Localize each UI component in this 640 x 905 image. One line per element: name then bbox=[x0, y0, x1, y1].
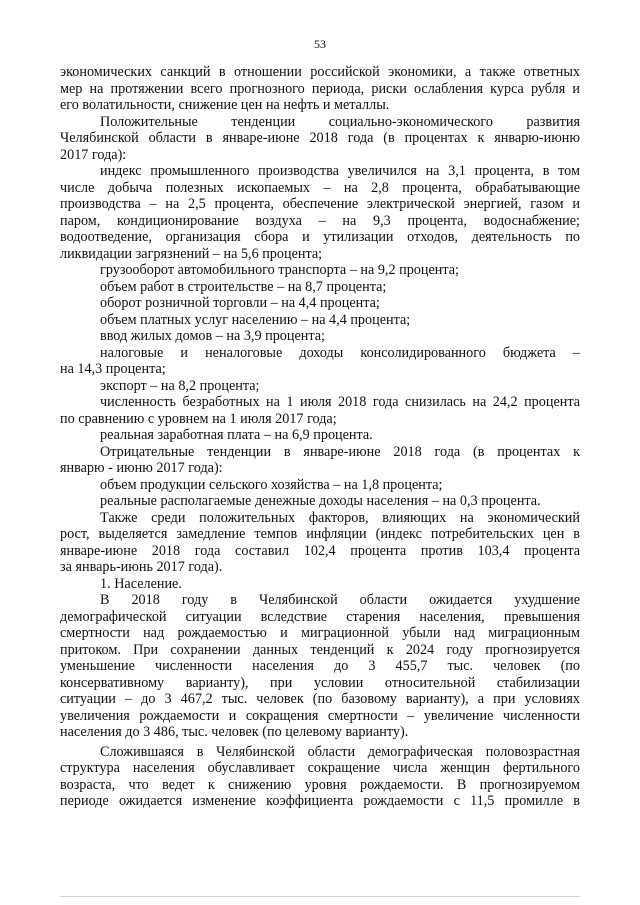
text-line: возраста, что ведет к снижению уровня рождаемости. В прогнозируемом bbox=[60, 776, 580, 793]
text-line: ликвидации загрязнений – на 5,6 процента; bbox=[60, 245, 323, 262]
page-number: 53 bbox=[314, 37, 326, 51]
text-line: реальная заработная плата – на 6,9 процента. bbox=[100, 427, 373, 443]
scan-edge-line bbox=[60, 896, 580, 897]
text-line: увеличения рождаемости и сокращения смертности – увеличение численности bbox=[60, 707, 580, 724]
text-line: уменьшение численности населения до 3 455,7 тыс. человек (по bbox=[60, 658, 580, 674]
text-line: рост, выделяется замедление темпов инфляции (индекс потребительских цен в bbox=[60, 526, 580, 542]
text-line: числе добыча полезных ископаемых – на 2,8 процента, обрабатывающие bbox=[60, 179, 580, 196]
text-line: В 2018 году в Челябинской области ожидается ухудшение bbox=[100, 592, 580, 608]
text-line: структура населения обуславливает сокращение числа женщин фертильного bbox=[60, 760, 580, 776]
text-line: Сложившаяся в Челябинской области демографическая половозрастная bbox=[100, 743, 580, 760]
text-line: налоговые и неналоговые доходы консолидированного бюджета – bbox=[100, 344, 580, 361]
text-line: реальные располагаемые денежные доходы населения – на 0,3 процента. bbox=[100, 493, 541, 509]
text-line: его волатильности, снижение цен на нефть и металлы. bbox=[60, 97, 390, 113]
text-line: паром, кондиционирование воздуха – на 9,3 процента, водоснабжение; bbox=[60, 212, 580, 229]
text-line: экономических санкций в отношении российской экономики, а также ответных bbox=[60, 64, 580, 80]
text-line: январю - июню 2017 года): bbox=[60, 460, 223, 476]
text-line: объем платных услуг населению – на 4,4 процента; bbox=[100, 311, 411, 328]
text-line: Отрицательные тенденции в январе-июне 2018 года (в процентах к bbox=[100, 443, 580, 460]
text-line: январе-июне 2018 года составил 102,4 процента против 103,4 процента bbox=[60, 542, 580, 559]
text-line: 1. Население. bbox=[100, 575, 182, 592]
text-line: производства – на 2,5 процента, обеспечение электрической энергией, газом и bbox=[60, 196, 580, 212]
text-line: притоком. При сохранении данных тенденций к 2024 году прогнозируется bbox=[60, 641, 580, 658]
text-line: ввод жилых домов – на 3,9 процента; bbox=[100, 328, 325, 344]
text-line: за январь-июнь 2017 года). bbox=[60, 559, 223, 575]
text-line: на 14,3 процента; bbox=[60, 361, 166, 377]
text-line: грузооборот автомобильного транспорта – на 9,2 процента; bbox=[100, 262, 459, 278]
text-line: Положительные тенденции социально-экономического развития bbox=[100, 113, 580, 130]
text-line: периоде ожидается изменение коэффициента рождаемости с 11,5 промилле в bbox=[60, 793, 580, 809]
text-line: ситуации – до 3 467,2 тыс. человек (по базовому варианту), а при условиях bbox=[60, 691, 580, 707]
text-line: 2017 года): bbox=[60, 146, 127, 163]
text-line: численность безработных на 1 июля 2018 года снизилась на 24,2 процента bbox=[100, 394, 580, 410]
text-line: экспорт – на 8,2 процента; bbox=[100, 377, 260, 394]
document-body bbox=[60, 64, 580, 810]
text-line: населения до 3 486, тыс. человек (по целевому варианту). bbox=[60, 724, 409, 740]
text-line: объем продукции сельского хозяйства – на 1,8 процента; bbox=[100, 476, 443, 493]
text-line: смертности над рождаемостью и миграционной убыли над миграционным bbox=[60, 625, 580, 641]
text-line: водоотведение, организация сбора и утилизации отходов, деятельность по bbox=[60, 229, 580, 245]
text-line: индекс промышленного производства увеличился на 3,1 процента, в том bbox=[100, 163, 580, 179]
text-line: демографической ситуации вследствие старения населения, превышения bbox=[60, 608, 580, 625]
text-line: Также среди положительных факторов, влияющих на экономический bbox=[100, 509, 580, 526]
text-line: оборот розничной торговли – на 4,4 процента; bbox=[100, 295, 380, 311]
text-line: Челябинской области в январе-июне 2018 года (в процентах к январю-июню bbox=[60, 130, 580, 146]
text-line: мер на протяжении всего прогнозного периода, риски ослабления курса рубля и bbox=[60, 80, 580, 97]
text-line: консервативному варианту), при условии относительной стабилизации bbox=[60, 674, 580, 691]
text-line: объем работ в строительстве – на 8,7 процента; bbox=[100, 278, 387, 295]
text-line: по сравнению с уровнем на 1 июля 2017 года; bbox=[60, 410, 337, 427]
